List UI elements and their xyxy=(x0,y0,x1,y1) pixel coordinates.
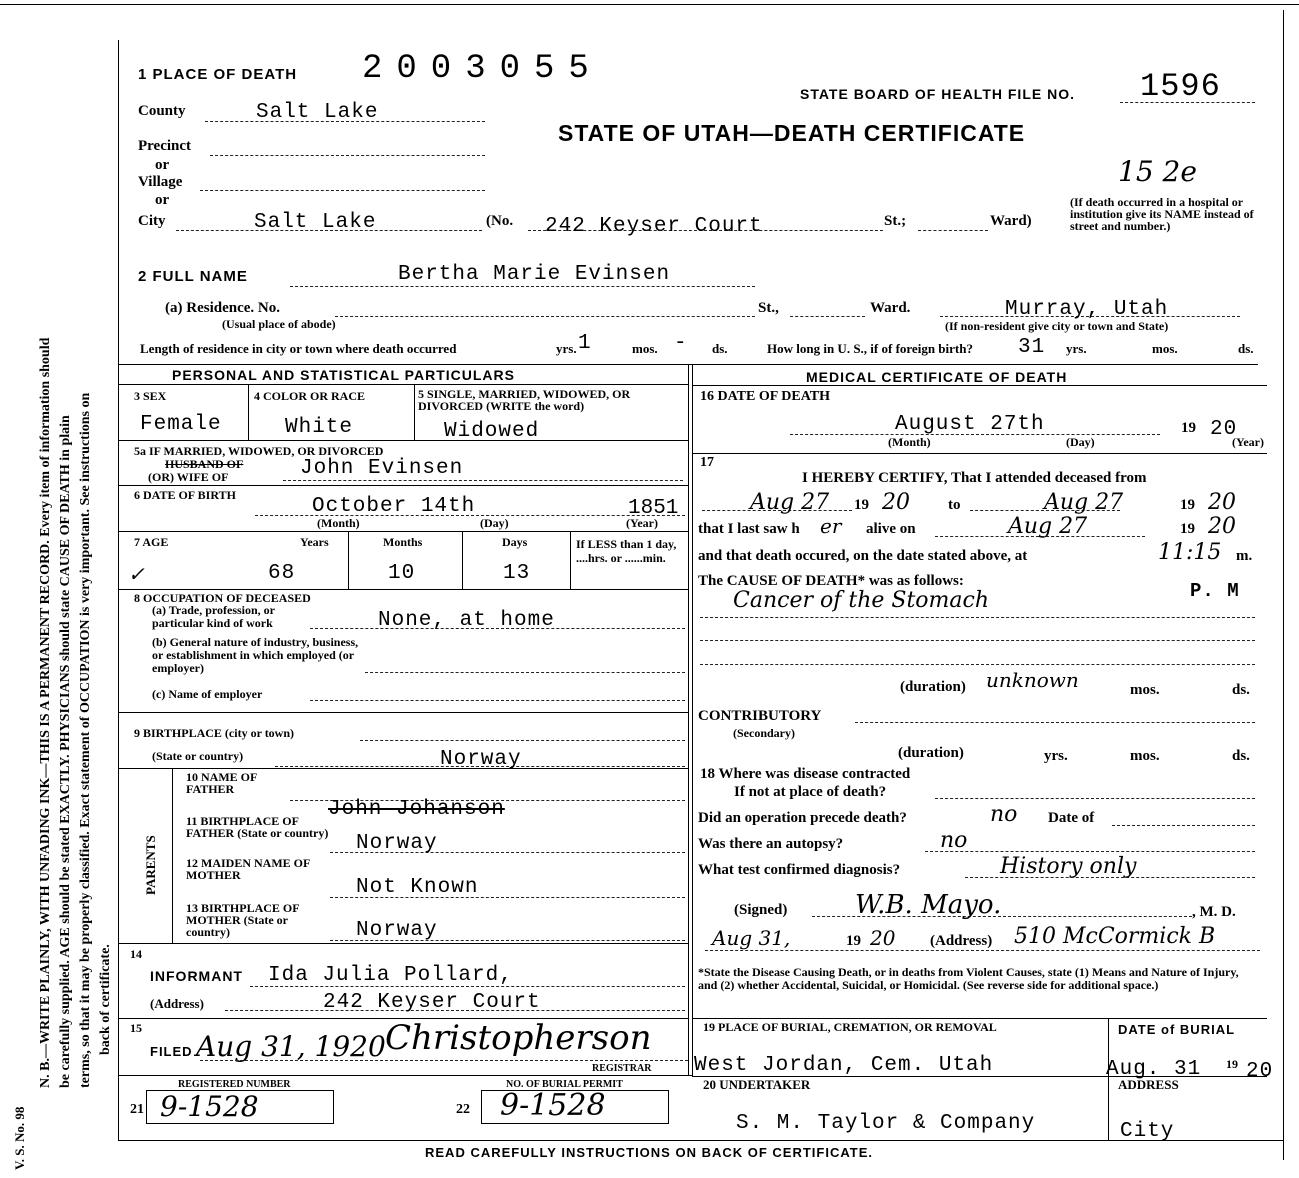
autopsy-label: Was there an autopsy? xyxy=(698,836,844,852)
father-bp-label: 11 BIRTHPLACE OF FATHER (State or country) xyxy=(186,814,329,840)
death-year: 20 xyxy=(1210,418,1238,441)
attended-from-year: 20 xyxy=(882,490,910,515)
medical-heading: MEDICAL CERTIFICATE OF DEATH xyxy=(806,369,1068,385)
item-22: 22 xyxy=(456,1102,470,1117)
top-border xyxy=(0,4,1299,5)
item-17: 17 xyxy=(700,455,714,470)
md-label: , M. D. xyxy=(1192,904,1236,920)
occ-c-label: (c) Name of employer xyxy=(152,687,263,701)
attended-from-19: 19 xyxy=(854,497,869,513)
village-label: Village xyxy=(138,174,183,190)
color-value: White xyxy=(285,416,354,439)
spouse-label-3: (OR) WIFE OF xyxy=(148,470,229,484)
attended-to-label: to xyxy=(948,497,961,513)
age-years: 68 xyxy=(268,562,296,585)
cause-footnote: *State the Disease Causing Death, or in deaths from Violent Causes, state (1) Means and Nature of Injury, and (2) whether Accidental, Suicidal, or Homicidal. (See reverse side for additional space.) xyxy=(698,965,1239,992)
father-bp-value: Norway xyxy=(356,832,438,855)
alive-19: 19 xyxy=(1180,521,1195,537)
time-m-label: m. xyxy=(1236,548,1253,564)
county-label: County xyxy=(138,103,186,119)
item-15: 15 xyxy=(130,1021,142,1035)
file-number: 1596 xyxy=(1140,68,1221,105)
reg-no-label: REGISTERED NUMBER xyxy=(178,1079,291,1090)
age-months: 10 xyxy=(388,562,416,585)
ward-label: Ward) xyxy=(990,213,1032,229)
right-border xyxy=(1283,10,1284,1160)
death-occured-label: and that death occured, on the date stated above, at xyxy=(698,548,1028,564)
hand-note: 15 2e xyxy=(1118,155,1197,188)
file-number-label: STATE BOARD OF HEALTH FILE NO. xyxy=(800,86,1075,102)
age-less-label: If LESS than 1 day, ....hrs. or ......min. xyxy=(576,537,677,565)
burial-19: 19 xyxy=(1226,1057,1238,1071)
autopsy-value: no xyxy=(940,828,968,853)
margin-instruction-1: N. B.—WRITE PLAINLY, WITH UNFADING INK—THIS IS A PERMANENT RECORD. Every item of information should xyxy=(38,337,53,1088)
test-value: History only xyxy=(1000,854,1137,879)
item-14: 14 xyxy=(130,947,142,961)
burial-permit-number: 9-1528 xyxy=(500,1088,606,1123)
mother-label: 12 MAIDEN NAME OF MOTHER xyxy=(186,856,310,882)
residence-sub: (Usual place of abode) xyxy=(222,317,336,331)
death-day-label: (Day) xyxy=(1066,435,1095,449)
operation-value: no xyxy=(990,802,1018,827)
dob-day-label: (Day) xyxy=(480,516,509,530)
age-check: ✓ xyxy=(128,562,145,586)
vs-number: V. S. No. 98 xyxy=(12,1106,27,1170)
dob-month-label: (Month) xyxy=(317,516,360,530)
occupation-value: None, at home xyxy=(378,609,555,632)
column-divider xyxy=(688,365,689,1075)
attended-from: Aug 27 xyxy=(750,490,830,515)
filed-date: Aug 31, 1920 xyxy=(196,1030,386,1063)
undertaker-value: S. M. Taylor & Company xyxy=(736,1112,1036,1135)
duration-yrs-2: yrs. xyxy=(1044,748,1068,764)
sign-19: 19 xyxy=(846,933,861,949)
st-label: St.; xyxy=(884,213,907,229)
parents-label: PARENTS xyxy=(143,835,158,895)
q18-sub-label: If not at place of death? xyxy=(734,784,887,800)
place-of-death-label: 1 PLACE OF DEATH xyxy=(138,66,298,83)
residence-label: (a) Residence. No. xyxy=(165,300,280,316)
sex-value: Female xyxy=(140,413,222,436)
item-21: 21 xyxy=(130,1102,144,1117)
full-name-value: Bertha Marie Evinsen xyxy=(398,263,671,286)
alive-date: Aug 27 xyxy=(1008,514,1088,539)
dob-year-label: (Year) xyxy=(626,516,658,530)
age-months-label: Months xyxy=(383,535,423,549)
registrar-label: REGISTRAR xyxy=(592,1063,652,1074)
death-date-value: August 27th xyxy=(895,413,1045,436)
residence-st: St., xyxy=(758,300,779,316)
undertaker-address: City xyxy=(1120,1120,1175,1143)
duration-label: (duration) xyxy=(900,679,966,695)
burial-permit-label: NO. OF BURIAL PERMIT xyxy=(506,1079,623,1090)
foreign-ds-label: ds. xyxy=(1238,341,1254,356)
attended-to-19: 19 xyxy=(1180,497,1195,513)
burial-label: 19 PLACE OF BURIAL, CREMATION, OR REMOVAL xyxy=(703,1020,997,1034)
duration-mos-2: mos. xyxy=(1130,748,1160,764)
or-text-2: or xyxy=(155,192,170,208)
mother-bp-label: 13 BIRTHPLACE OF MOTHER (State or country) xyxy=(186,901,300,939)
nonresident-note: (If non-resident give city or town and State) xyxy=(945,319,1169,333)
marital-value: Widowed xyxy=(444,420,540,443)
death-year-19: 19 xyxy=(1181,420,1196,436)
duration-value: unknown xyxy=(986,668,1079,692)
registered-number: 9-1528 xyxy=(160,1090,259,1123)
operation-label: Did an operation precede death? xyxy=(698,810,907,826)
occ-label: 8 OCCUPATION OF DECEASED xyxy=(134,591,311,605)
q18-label: 18 Where was disease contracted xyxy=(700,766,911,782)
time-ampm: P. M xyxy=(1190,580,1240,602)
foreign-label: How long in U. S., if of foreign birth? xyxy=(767,341,973,356)
undertaker-address-label: ADDRESS xyxy=(1118,1077,1179,1092)
marital-label: 5 SINGLE, MARRIED, WIDOWED, OR DIVORCED (WRITE the word) xyxy=(418,387,631,413)
page-title: STATE OF UTAH—DEATH CERTIFICATE xyxy=(558,120,1026,146)
length-label: Length of residence in city or town where death occurred xyxy=(140,341,457,356)
hospital-note: (If death occurred in a hospital or institution give its NAME instead of street and number.) xyxy=(1070,195,1254,233)
certify-text: I HEREBY CERTIFY, That I attended deceased from xyxy=(802,470,1147,486)
sex-label: 3 SEX xyxy=(134,389,167,403)
filed-label: FILED xyxy=(150,1044,193,1059)
occ-a-label: (a) Trade, profession, or particular kind of work xyxy=(152,603,275,630)
foreign-yrs-label: yrs. xyxy=(1066,341,1087,356)
burial-place: West Jordan, Cem. Utah xyxy=(694,1054,994,1077)
length-yrs: 1 xyxy=(578,332,592,355)
date-burial-label: DATE of BURIAL xyxy=(1118,1022,1236,1037)
column-divider-2 xyxy=(692,365,693,1075)
last-saw-label: that I last saw h xyxy=(698,521,800,537)
residence-city-value: Murray, Utah xyxy=(1005,298,1169,321)
age-label: 7 AGE xyxy=(134,535,169,549)
bottom-border xyxy=(118,1140,1283,1141)
county-value: Salt Lake xyxy=(256,101,379,124)
informant-address: 242 Keyser Court xyxy=(323,991,541,1014)
residence-ward: Ward. xyxy=(870,300,911,316)
foreign-mos-label: mos. xyxy=(1152,341,1178,356)
cause-label: The CAUSE OF DEATH* was as follows: xyxy=(698,573,964,589)
duration-label-2: (duration) xyxy=(898,745,964,761)
spouse-label-2: HUSBAND OF xyxy=(165,457,244,471)
length-ds-label: ds. xyxy=(712,341,728,356)
city-value: Salt Lake xyxy=(254,211,377,234)
registrar-signature: Christopherson xyxy=(385,1018,652,1058)
test-label: What test confirmed diagnosis? xyxy=(698,862,901,878)
spouse-label-1: 5a IF MARRIED, WIDOWED, OR DIVORCED xyxy=(134,444,384,458)
dob-label: 6 DATE OF BIRTH xyxy=(134,488,236,502)
dob-year: 1851 xyxy=(628,497,679,520)
birthplace-value: Norway xyxy=(440,748,522,771)
informant-value: Ida Julia Pollard, xyxy=(268,964,513,987)
footer-instructions: READ CAREFULLY INSTRUCTIONS ON BACK OF CERTIFICATE. xyxy=(425,1145,873,1160)
alive-on-label: alive on xyxy=(866,521,916,537)
secondary-label: (Secondary) xyxy=(733,726,795,740)
death-month-label: (Month) xyxy=(888,435,931,449)
street-value: 242 Keyser Court xyxy=(545,215,763,238)
physician-signature: W.B. Mayo. xyxy=(855,890,1002,920)
left-border xyxy=(118,40,119,1140)
street-no-label: (No. xyxy=(486,213,514,229)
death-year-label: (Year) xyxy=(1232,435,1264,449)
physician-address: 510 McCormick B xyxy=(1014,924,1216,949)
occ-b-label: (b) General nature of industry, business, or establishment in which employed (or employer) xyxy=(152,635,359,675)
sign-year: 20 xyxy=(870,926,896,950)
sign-date: Aug 31, xyxy=(712,926,791,950)
age-years-label: Years xyxy=(300,535,329,549)
physician-address-label: (Address) xyxy=(930,933,993,949)
duration-ds-2: ds. xyxy=(1232,748,1250,764)
margin-instruction-3: terms, so that it may be properly classified. Exact statement of OCCUPATION is very important. See instructions on xyxy=(78,392,93,1088)
death-date-label: 16 DATE OF DEATH xyxy=(700,389,831,404)
dob-value: October 14th xyxy=(312,495,476,518)
signed-label: (Signed) xyxy=(734,902,788,918)
precinct-label: Precinct xyxy=(138,138,192,154)
mother-bp-value: Norway xyxy=(356,919,438,942)
burial-year: 20 xyxy=(1246,1060,1274,1083)
last-saw-her: er xyxy=(820,514,842,538)
full-name-label: 2 FULL NAME xyxy=(138,268,248,285)
length-mos-label: mos. xyxy=(632,341,658,356)
city-label: City xyxy=(138,213,166,229)
father-value: John Johanson xyxy=(328,798,505,821)
burial-date: Aug. 31 xyxy=(1106,1058,1202,1081)
father-label: 10 NAME OF FATHER xyxy=(186,770,257,796)
personal-heading: PERSONAL AND STATISTICAL PARTICULARS xyxy=(172,367,515,383)
date-of-label: Date of xyxy=(1048,810,1095,826)
birthplace-state-label: (State or country) xyxy=(152,749,244,763)
informant-label: INFORMANT xyxy=(150,968,243,984)
length-yrs-label: yrs. xyxy=(556,341,577,356)
informant-address-label: (Address) xyxy=(150,996,204,1011)
spouse-value: John Evinsen xyxy=(300,457,464,480)
age-days: 13 xyxy=(503,562,531,585)
color-label: 4 COLOR OR RACE xyxy=(254,389,366,403)
cause-of-death: Cancer of the Stomach xyxy=(733,588,989,613)
time-of-death: 11:15 xyxy=(1158,540,1222,565)
certificate-stamp: 2003055 xyxy=(362,50,603,88)
birthplace-label: 9 BIRTHPLACE (city or town) xyxy=(134,726,295,740)
attended-to: Aug 27 xyxy=(1044,490,1124,515)
margin-instruction-4: back of certificate. xyxy=(98,944,113,1055)
mother-value: Not Known xyxy=(356,876,479,899)
length-mos: - xyxy=(674,332,688,355)
foreign-yrs: 31 xyxy=(1018,336,1046,359)
duration-ds: ds. xyxy=(1232,682,1250,698)
undertaker-label: 20 UNDERTAKER xyxy=(703,1077,811,1092)
duration-mos: mos. xyxy=(1130,682,1160,698)
or-text-1: or xyxy=(155,157,170,173)
contributory-label: CONTRIBUTORY xyxy=(698,708,822,724)
age-days-label: Days xyxy=(502,535,528,549)
attended-to-year: 20 xyxy=(1208,490,1236,515)
alive-year: 20 xyxy=(1208,514,1236,539)
margin-instruction-2: be carefully supplied. AGE should be stated EXACTLY. PHYSICIANS should state CAUSE OF DEATH in plain xyxy=(58,415,73,1088)
